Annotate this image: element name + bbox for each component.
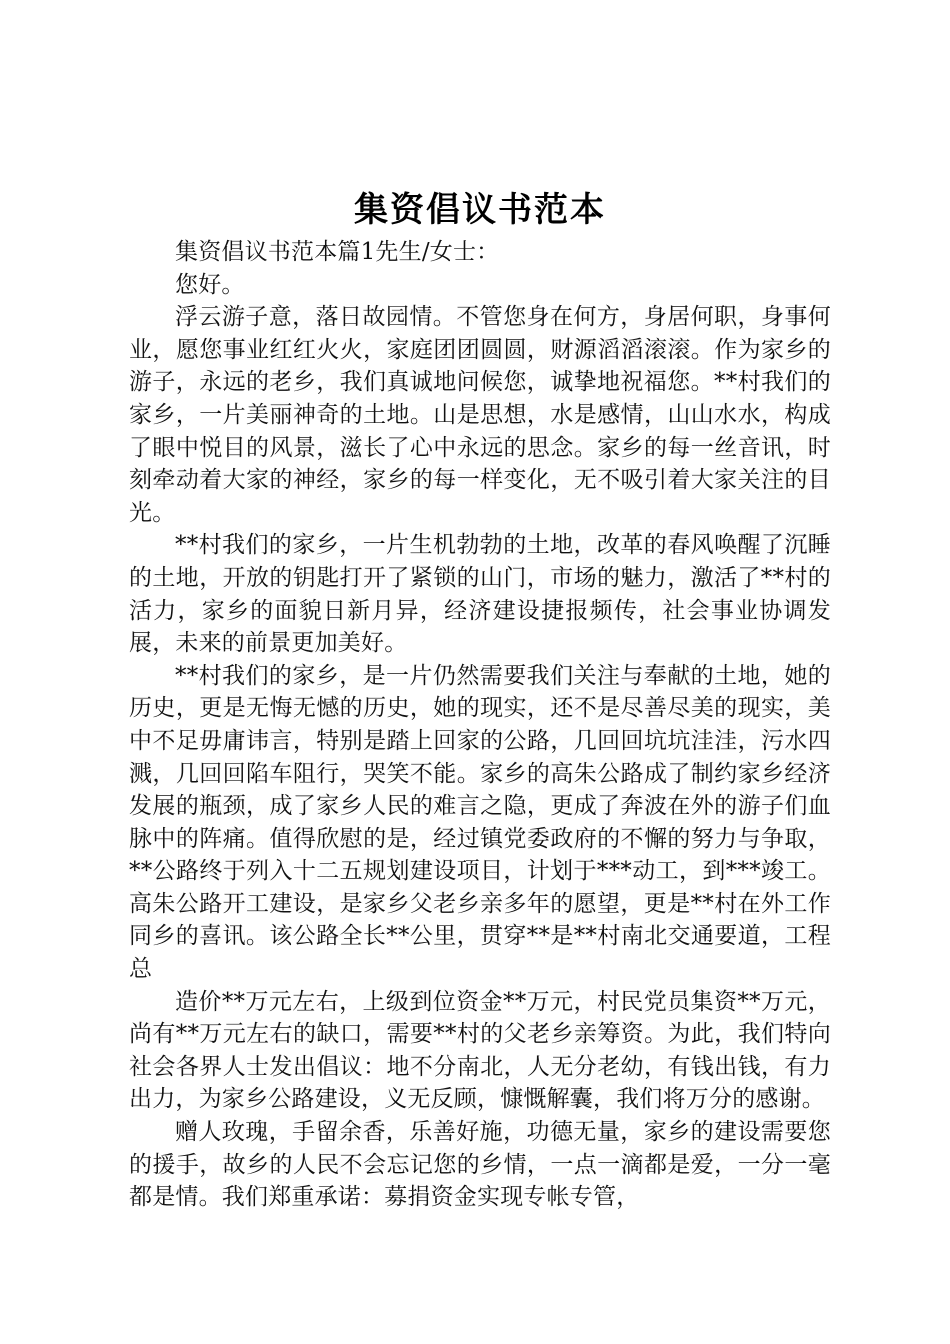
greeting-line: 您好。 (175, 271, 245, 298)
paragraph: 赠人玫瑰，手留余香，乐善好施，功德无量，家乡的建设需要您的援手，故乡的人民不会忘记您的乡情，一点一滴都是爱，一分一毫都是情。我们郑重承诺：募捐资金实现专帐专管， (129, 1119, 831, 1211)
paragraph: 浮云游子意，落日故园情。不管您身在何方，身居何职，身事何业，愿您事业红红火火，家庭团团圆圆，财源滔滔滚滚。作为家乡的游子，永远的老乡，我们真诚地问候您，诚挚地祝福您。**村我们的家乡，一片美丽神奇的土地。山是思想，水是感情，山山水水，构成了眼中悦目的风景，滋长了心中永远的思念。家乡的每一丝音讯，时刻牵动着大家的神经，家乡的每一样变化，无不吸引着大家关注的目光。 (129, 304, 831, 526)
salutation-line: 集资倡议书范本篇1先生/女士： (175, 239, 500, 265)
document-body (129, 190, 831, 1214)
paragraph: 造价**万元左右，上级到位资金**万元，村民党员集资**万元，尚有**万元左右的缺口，需要**村的父老乡亲筹资。为此，我们特向社会各界人士发出倡议：地不分南北，人无分老幼，有钱出钱，有力出力，为家乡公路建设，义无反顾，慷慨解囊，我们将万分的感谢。 (129, 988, 831, 1113)
paragraph: **村我们的家乡，一片生机勃勃的土地，改革的春风唤醒了沉睡的土地，开放的钥匙打开了紧锁的山门，市场的魅力，激活了**村的活力，家乡的面貌日新月异，经济建设捷报频传，社会事业协调发展，未来的前景更加美好。 (129, 532, 831, 657)
document-title: 集资倡议书范本 (354, 190, 606, 230)
paragraph: **村我们的家乡，是一片仍然需要我们关注与奉献的土地，她的历史，更是无悔无憾的历史，她的现实，还不是尽善尽美的现实，美中不足毋庸讳言，特别是踏上回家的公路，几回回坑坑洼洼，污水四溅，几回回陷车阻行，哭笑不能。家乡的高朱公路成了制约家乡经济发展的瓶颈，成了家乡人民的难言之隐，更成了奔波在外的游子们血脉中的阵痛。值得欣慰的是，经过镇党委政府的不懈的努力与争取，**公路终于列入十二五规划建设项目，计划于***动工，到***竣工。高朱公路开工建设，是家乡父老乡亲多年的愿望，更是**村在外工作同乡的喜讯。该公路全长**公里，贯穿**是**村南北交通要道，工程总 (129, 662, 831, 983)
